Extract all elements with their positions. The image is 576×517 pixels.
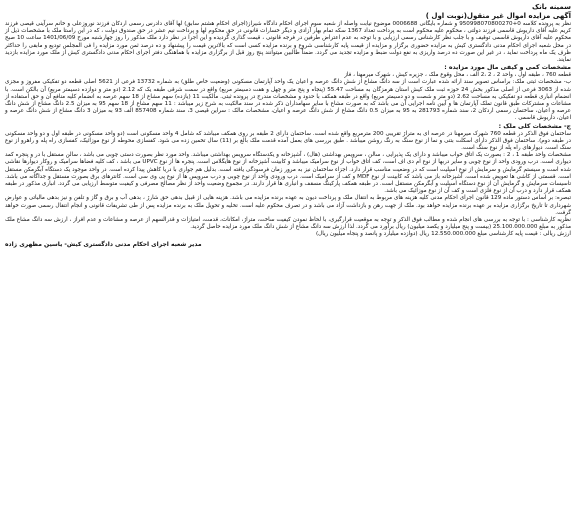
valuation-paragraph: نظریه کارشناسی : با توجه به بررسی های انجام شده و مطالب فوق الذکر و توجه به موقعیت قرارگیری، با لحاظ نمودن کیفیت ساخت، متراژ، امکانات، قدمت، امتیازات و قدرالسهم از عرصه و مشاعات و عدم افراز ، ارزش سه دانگ مشاع ملک مذکور به مبلغ 25.100.000.000 (بیست و پنج میلیارد و یکصد میلیون) ریال برآورد می گردد. لذا ارزش سه دانگ مشاع از شش دانگ ملک مورد مزایده حاصل گردید.: [5, 217, 571, 231]
amount-paragraph: ارزش ریالی : قیمت پایه کارشناسی مبلغ 12.550.000.000 ریال (دوازده میلیارد و پانصد و پنجاه میلیون ریال): [316, 231, 571, 238]
section-heading-spec: مشخصات کمی و کیفی مال مورد مزایده :: [444, 64, 571, 72]
terms-paragraph: تبصره: بر اساس دستور ماده 129 قانون اجرای احکام مدنی کلیه هزینه های مربوط به انتقال ملک و پرداخت دیون به عهده برنده مزایده می باشد. هزینه هایی از قبیل بدهی حق شارژ ، بدهی آب و برق و گاز و تلفن و نیز بدهی مالیاتی و عوارض شهرداری تا تاریخ برگزاری مزایده بر عهده برنده مزایده خواهد بود. ملک از جهت رهن و بازداشت آزاد می باشد و در تصرف محکوم علیه است. تخلیه و تحویل ملک به برنده مزایده پس از طی تشریفات قانونی و انجام انتقال رسمی صورت خواهد گرفت.: [5, 195, 571, 216]
signature-line: مدیر شعبه اجرای احکام مدنی دادگستری کیش- یاسین مظهری زاده: [5, 240, 202, 248]
general-paragraph: ساختمان فوق الذکر در قطعه 760 شهرک میرمهنا در عرصه ای به متراژ تقریبی 200 مترمربع واقع شده است. ساختمان دارای 2 طبقه بر روی همکف میباشد که شامل 4 واحد مسکونی است (دو واحد مسکونی در طبقه اول و دو واحد مسکونی در طبقه دوم). ساختمان فوق الذکر دارای اسکلت بتنی و نما از نوع سنگ به رنگ روشن میباشد . طبق بررسی های بعمل آمده قدمت ملک بالغ بر (11) سال تخمین زده می شود. کفسازی محوطه از نوع موزائیک، کفسازی راه پله و راهرو از نوع سنگ است. دیوارهای راه پله از نوع سنگ است.: [5, 130, 572, 152]
spec-paragraph: ب- مشخصات ثبتی ملک: براساس تصویر سند ارائه شده عبارت است از سه دانگ مشاع از شش دانگ عرصه و اعیان یک واحد آپارتمان مسکونی (وضعیت خاص طلق) به شماره 13732 فرعی از 5621 اصلی قطعه دو تفکیکی مفروز و مجزی شده از 3063 فرعی از اصلی مذکور بخش 24 حوزه ثبت ملک کیش استان هرمزگان به مساحت 55.47 (پنجاه و پنج متر و چهل و هفت دسیمتر مربع) واقع در سمت شرقی طبقه یک که 2.12 (دو متر و دوازده دسیمتر مربع) آن بالکن است. با انضمام انباری قطعه دو تفکیکی به مساحت 2.62 (دو متر و شصت و دو دسیمتر مربع) واقع در طبقه همکف با حدود و مشخصات مندرج در پرونده ثبتی. مالکیت 11 (یازده) سهم مشاع از 18 سهم عرصه به انضمام کلیه منافع آن و حق استفاده از مشاعات و مشترکات طبق قانون تملک آپارتمان ها و آیین نامه اجرایی آن می باشد که به صورت مشاع با سایر سهامداران ذکر شده در سند مالکیت به شرح زیر میباشد : 11 سهم مشاع از 18 سهم 95 به میزان 2.5 دانگ مشاع از شش دانگ عرصه و اعیان، ساختمان رسمی اردکان 2، سند شماره 281793 به 95 به میزان 0.5 دانگ مشاع از شش دانگ عرصه و اعیان، مشخصات مالک : سراین قیصی 3، سند شماره 857408 الف 93 به میزان 3 دانگ مشاع از شش دانگ عرصه و اعیان، داریوش قاسمی .: [5, 79, 571, 122]
notice-title: آگهی مزایده اموال غیر منقول(نوبت اول ): [425, 12, 571, 20]
units-paragraph: مشخصات واحد طبقه 1 ، 2 : بصورت یک اتاق خواب میباشد و دارای یک پذیرایی ، سالن ، سرویس بهداشتی (هال) ، آشپزخانه و یکدستگاه سرویس بهداشتی میباشد. واحد مورد نظر بصورت دستی چوبی می باشد ، سالن مستقل با در و پنجره کمد دیواری است. درب ورودی واحد از نوع چوبی و سایر دربها از نوع ام دی اف است، کف اتاق خواب از نوع سرامیک میباشد و کابینت آشپزخانه از نوع هایگلاس است. پنجره ها از نوع UPVC می باشد ، کف کلیه فضاها سرامیک و روکار دیوارها نقاشی شده است و سیستم گرمایش و سرمایش از نوع اسپلیت است که در وضعیت مناسب قرار دارد. اجزاء ساختمان نیز به مرور زمان فرسودگی یافته است. بدلیل هم جواری با دریا کاهش پیدا کرده است. در واحد موجود یک دستگاه آبگرمکن مستقل است. قسمتی از کاشی ها تعویض شده است. آشپزخانه باز می باشد که کابینت از نوع MDF و کف از سرامیک است. درب ورودی واحد از نوع چوبی و درب سرویس ها از نوع پی وی سی است. کانترهای برق بصورت مستقل و جداگانه می باشد. تاسیسات سرمایش و گرمایش آن از نوع دستگاه اسپلیت و آبگرمکن مستقل است. در طبقه همکف پارکینگ مسقف و انباری ها قرار دارند. در مجموع وضعیت واحد از نظر مصالح مصرفی و کیفیت متوسط ارزیابی می گردد. انباری مذکور در طبقه همکف قرار دارد و درب آن از نوع فلزی است و کف آن از نوع موزائیک می باشد.: [5, 152, 571, 195]
section-heading-general: ج- مشخصات کلی ملک :: [498, 122, 571, 130]
category-label: سمینه بانک: [531, 3, 571, 11]
plot-line: قطعه 760 ، طبقه اول ، واحد 2 ، 2 ،2 الف ، محل وقوع ملک ، جزیره کیش ، شهرک میرمهنا ، فاز: [344, 72, 571, 79]
intro-paragraph: نظر به پرونده کلاسه 0+950998070800270 و شماره بایگانی 0006688 موضوع نیابت واصله از شعبه سوم اجرای احکام دادگاه شیراز(اجرای احکام هشتم سابق) لها آقای دادرس رسمی اردکان فرزند نوروزعلی و خانم سرآینی قیصی فرزند کریم علیه آقای داریوش قاسمی فرزند دولتی ، محکوم علیه محکوم است به پرداخت تعداد 1367 سکه تمام بهار آزادی و دیگر خسارات قانونی در حق محکوم لها و پرداخت نیم عشر در حق صندوق دولت ، که در این راستا ملک با مشخصات ذیل از محکوم علیه آقای داریوش قاسمی توقیف و با جلب نظر کارشناس رسمی ارزیابی و با توجه به عدم اعتراض طرفین در فرجه قانونی ، قیمت گذاری گردیده و این اجرا در نظر دارد ملک مذکور را روز چهارشنبه مورخ 1401/06/09 ساعت 10 صبح در محل شعبه اجرای احکام مدنی دادگستری کیش به مزایده حضوری برگزار و مزایده از قیمت پایه کارشناسی شروع و برنده مزایده کسی است که بالاترین قیمت را پیشنهاد و ده درصد ثمن مورد مزایده را فی المجلس تودیع و مابقی را حداکثر ظرف یک ماه پرداخت نماید ، در غیر این صورت ده درصد واریزی به نفع دولت ضبط و مزایده تجدید می گردد. ضمناً طالبین میتوانند پنج روز قبل از برگزاری مزایده با هماهنگی دفتر اجرای احکام مدنی دادگستری کیش از ملک مورد مزایده بازدید نمایند.: [5, 21, 572, 64]
